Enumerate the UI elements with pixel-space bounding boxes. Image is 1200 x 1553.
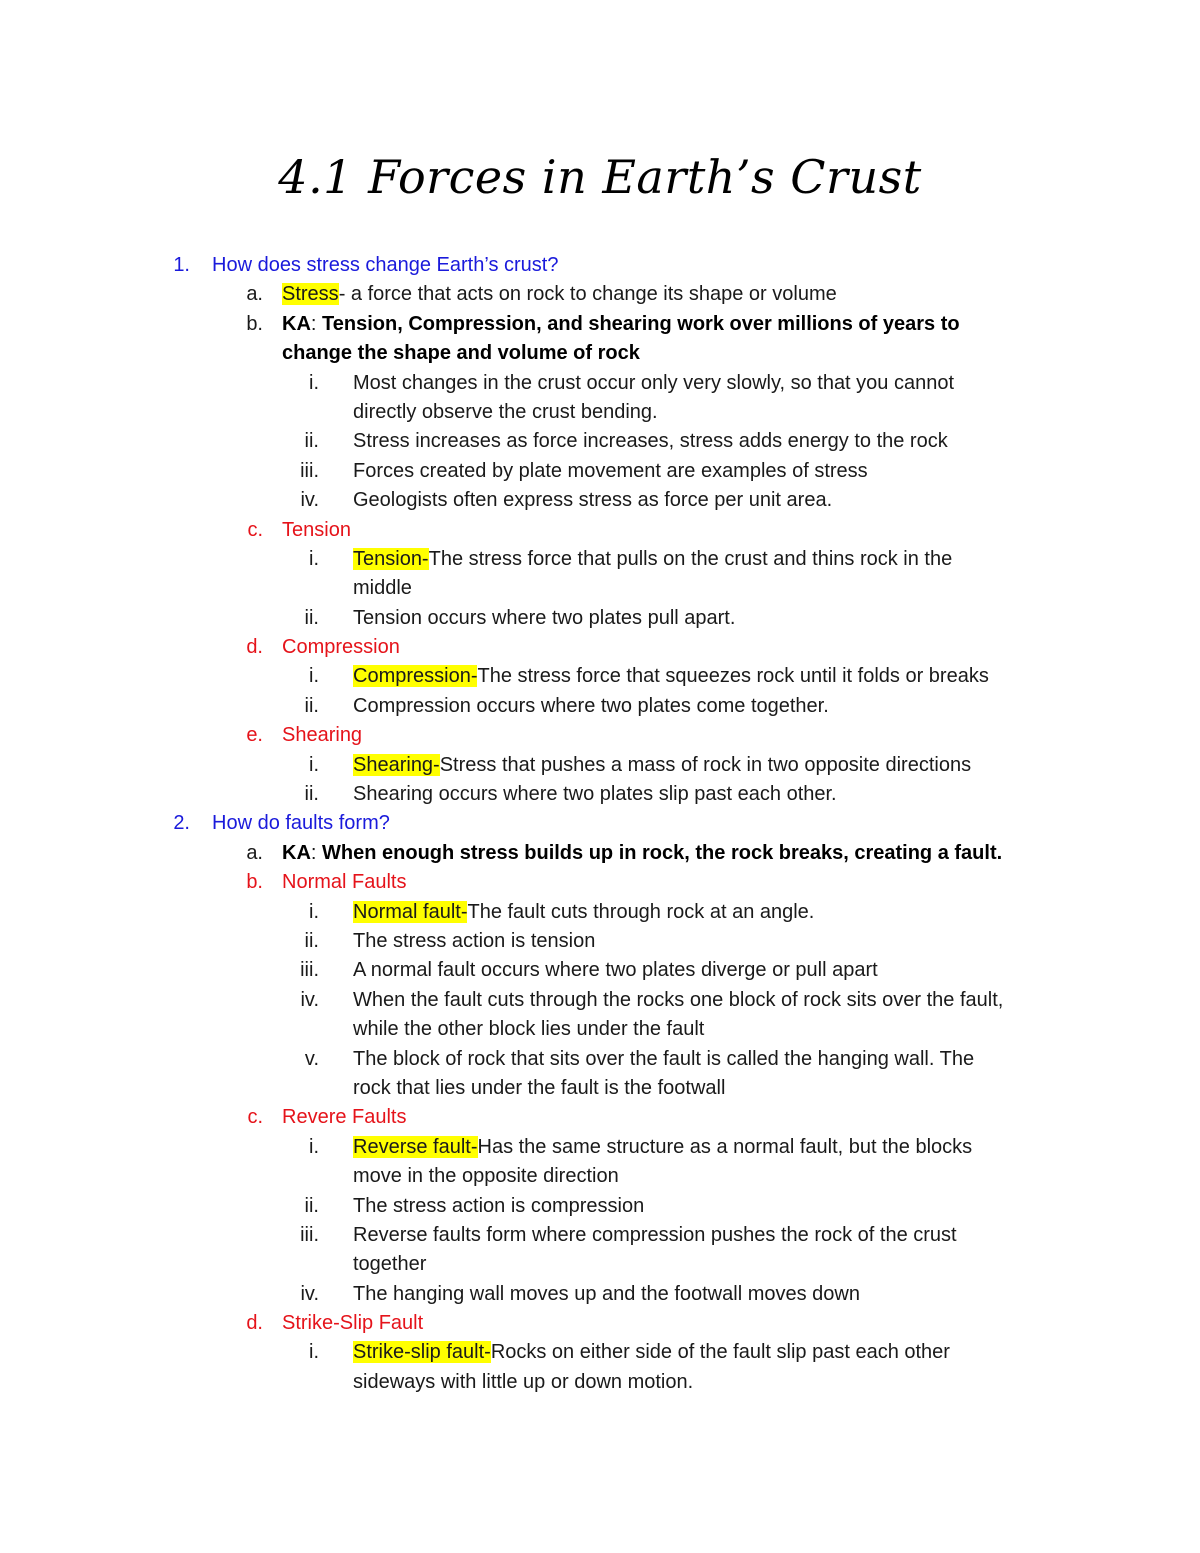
plain-text: Geologists often express stress as force per unit area. <box>353 489 833 512</box>
plain-text: When the fault cuts through the rocks one block of rock sits over the fault, <box>353 988 1004 1011</box>
list-marker: iv. <box>300 988 319 1011</box>
outline-line <box>0 927 1200 956</box>
line-text <box>353 545 952 574</box>
list-marker: d. <box>246 1312 263 1335</box>
list-marker: e. <box>246 724 263 747</box>
line-text <box>353 1221 957 1250</box>
outline-line <box>0 751 1200 780</box>
line-text <box>353 1250 426 1279</box>
plain-text: The stress force that pulls on the crust and thins rock in the <box>428 547 953 570</box>
line-text <box>353 1074 725 1103</box>
line-text <box>353 927 595 956</box>
line-text <box>353 898 814 927</box>
outline-line <box>0 986 1200 1015</box>
outline-line <box>0 1074 1200 1103</box>
outline-line <box>0 1103 1200 1132</box>
list-marker: v. <box>304 1047 319 1070</box>
key-idea-label: KA <box>282 841 311 864</box>
list-marker: i. <box>309 665 319 688</box>
line-text <box>353 1368 693 1397</box>
outline-line <box>0 310 1200 339</box>
line-text <box>353 692 829 721</box>
plain-text: Stress that pushes a mass of rock in two opposite directions <box>439 753 972 776</box>
line-text <box>353 780 837 809</box>
plain-text: The stress action is tension <box>353 929 596 952</box>
line-text <box>282 339 640 368</box>
plain-text: Shearing <box>282 724 363 747</box>
outline-line <box>0 1133 1200 1162</box>
plain-text: Most changes in the crust occur only very slowly, so that you cannot <box>353 371 955 394</box>
outline-line <box>0 956 1200 985</box>
highlighted-term: Stress <box>282 283 339 306</box>
outline-line <box>0 457 1200 486</box>
line-text <box>282 633 400 662</box>
list-marker: iv. <box>300 1282 319 1305</box>
list-marker: c. <box>247 1106 263 1129</box>
line-text <box>282 280 837 309</box>
line-text <box>353 1338 950 1367</box>
list-marker: 1. <box>173 254 190 276</box>
highlighted-term: Tension- <box>353 547 429 570</box>
line-text <box>353 1192 644 1221</box>
list-marker: ii. <box>304 430 319 453</box>
outline-line <box>0 1309 1200 1338</box>
plain-text: Compression occurs where two plates come together. <box>353 694 829 717</box>
line-text <box>353 486 832 515</box>
list-marker: d. <box>246 636 263 659</box>
outline-line <box>0 898 1200 927</box>
list-marker: 2. <box>173 812 190 835</box>
list-marker: b. <box>246 312 263 335</box>
line-text <box>353 662 989 691</box>
key-idea-text: Tension, Compression, and shearing work over millions of years to <box>322 312 960 335</box>
list-marker: iv. <box>300 489 319 512</box>
plain-text: A normal fault occurs where two plates diverge or pull apart <box>353 959 878 982</box>
plain-text: rock that lies under the fault is the footwall <box>353 1076 726 1099</box>
plain-text: The hanging wall moves up and the footwall moves down <box>353 1282 860 1305</box>
outline-line <box>0 662 1200 691</box>
line-text <box>353 604 735 633</box>
list-marker: ii. <box>304 1194 319 1217</box>
list-marker: iii. <box>300 1223 319 1246</box>
plain-text: Forces created by plate movement are examples of stress <box>353 459 868 482</box>
list-marker: a. <box>246 283 263 306</box>
line-text <box>353 1162 619 1191</box>
outline-line <box>0 868 1200 897</box>
highlighted-term: Normal fault- <box>353 900 468 923</box>
list-marker: ii. <box>304 694 319 717</box>
line-text <box>282 516 351 545</box>
plain-text: directly observe the crust bending. <box>353 400 658 423</box>
list-marker: iii. <box>300 959 319 982</box>
plain-text: The stress force that squeezes rock until it folds or breaks <box>477 665 989 688</box>
outline-line <box>0 486 1200 515</box>
list-marker: i. <box>309 753 319 776</box>
plain-text: Strike-Slip Fault <box>282 1312 424 1335</box>
plain-text: Has the same structure as a normal fault, but the blocks <box>477 1135 973 1158</box>
outline-line <box>0 516 1200 545</box>
plain-text: Revere Faults <box>282 1106 407 1129</box>
key-idea-label: KA <box>282 312 311 335</box>
outline-line <box>0 604 1200 633</box>
plain-text: Tension occurs where two plates pull apart. <box>353 606 736 629</box>
list-marker: ii. <box>304 783 319 806</box>
outline-line <box>0 1045 1200 1074</box>
plain-text: How do faults form? <box>212 812 390 835</box>
line-text <box>282 1309 423 1338</box>
page-title: 4.1 Forces in Earth’s Crust <box>278 150 922 204</box>
outline-line <box>0 809 1200 838</box>
line-text <box>282 310 960 339</box>
line-text <box>212 809 390 838</box>
outline-line <box>0 1162 1200 1191</box>
line-text <box>353 1045 974 1074</box>
plain-text: middle <box>353 577 412 600</box>
line-text <box>282 721 362 750</box>
list-marker: a. <box>246 841 263 864</box>
key-idea-text: When enough stress builds up in rock, the rock breaks, creating a fault. <box>322 841 1003 864</box>
plain-text: The stress action is compression <box>353 1194 645 1217</box>
list-marker: i. <box>309 1341 319 1364</box>
list-marker: i. <box>309 371 319 394</box>
list-marker: c. <box>247 518 263 541</box>
plain-text: Tension <box>282 518 351 541</box>
outline-line <box>0 721 1200 750</box>
line-text <box>353 574 412 603</box>
line-text <box>353 986 1003 1015</box>
line-text <box>282 1103 407 1132</box>
outline-line <box>0 839 1200 868</box>
line-text <box>282 868 406 897</box>
outline-line <box>0 1015 1200 1044</box>
notes-outline <box>0 251 1200 1397</box>
plain-text: How does stress change Earth’s crust? <box>212 254 559 276</box>
plain-text: : <box>310 841 323 864</box>
list-marker: i. <box>309 900 319 923</box>
line-text <box>353 956 878 985</box>
line-text <box>212 251 558 280</box>
list-marker: i. <box>309 547 319 570</box>
outline-line <box>0 339 1200 368</box>
plain-text: Compression <box>282 636 400 659</box>
outline-line <box>0 633 1200 662</box>
plain-text: Rocks on either side of the fault slip past each other <box>490 1341 950 1364</box>
line-text <box>353 1280 860 1309</box>
plain-text: : <box>310 312 323 335</box>
outline-line <box>0 369 1200 398</box>
outline-line <box>0 545 1200 574</box>
outline-line <box>0 1250 1200 1279</box>
plain-text: Reverse faults form where compression pushes the rock of the crust <box>353 1223 957 1246</box>
list-marker: iii. <box>300 459 319 482</box>
outline-line <box>0 780 1200 809</box>
outline-line <box>0 398 1200 427</box>
highlighted-term: Strike-slip fault- <box>353 1341 491 1364</box>
line-text <box>353 1133 972 1162</box>
line-text <box>353 751 971 780</box>
highlighted-term: Compression- <box>353 665 478 688</box>
list-marker: ii. <box>304 606 319 629</box>
outline-line <box>0 1368 1200 1397</box>
outline-line <box>0 1338 1200 1367</box>
outline-line <box>0 574 1200 603</box>
plain-text: The block of rock that sits over the fault is called the hanging wall. The <box>353 1047 975 1070</box>
outline-line <box>0 251 1200 280</box>
outline-line <box>0 427 1200 456</box>
plain-text: Shearing occurs where two plates slip past each other. <box>353 783 837 806</box>
outline-line <box>0 1280 1200 1309</box>
list-marker: b. <box>246 871 263 894</box>
plain-text: while the other block lies under the fault <box>353 1018 705 1041</box>
plain-text: Stress increases as force increases, stress adds energy to the rock <box>353 430 948 453</box>
outline-line <box>0 1221 1200 1250</box>
plain-text: together <box>353 1253 427 1276</box>
line-text <box>282 839 1002 868</box>
outline-line <box>0 1192 1200 1221</box>
line-text <box>353 427 948 456</box>
plain-text: - a force that acts on rock to change its shape or volume <box>338 283 837 306</box>
plain-text: Normal Faults <box>282 871 407 894</box>
plain-text: sideways with little up or down motion. <box>353 1370 694 1393</box>
plain-text: move in the opposite direction <box>353 1165 619 1188</box>
line-text <box>353 1015 704 1044</box>
highlighted-term: Shearing- <box>353 753 440 776</box>
list-marker: ii. <box>304 929 319 952</box>
line-text <box>353 457 868 486</box>
plain-text: The fault cuts through rock at an angle. <box>467 900 815 923</box>
outline-line <box>0 280 1200 309</box>
line-text <box>353 369 954 398</box>
highlighted-term: Reverse fault- <box>353 1135 478 1158</box>
line-text <box>353 398 658 427</box>
outline-line <box>0 692 1200 721</box>
list-marker: i. <box>309 1135 319 1158</box>
key-idea-text: change the shape and volume of rock <box>282 342 640 365</box>
